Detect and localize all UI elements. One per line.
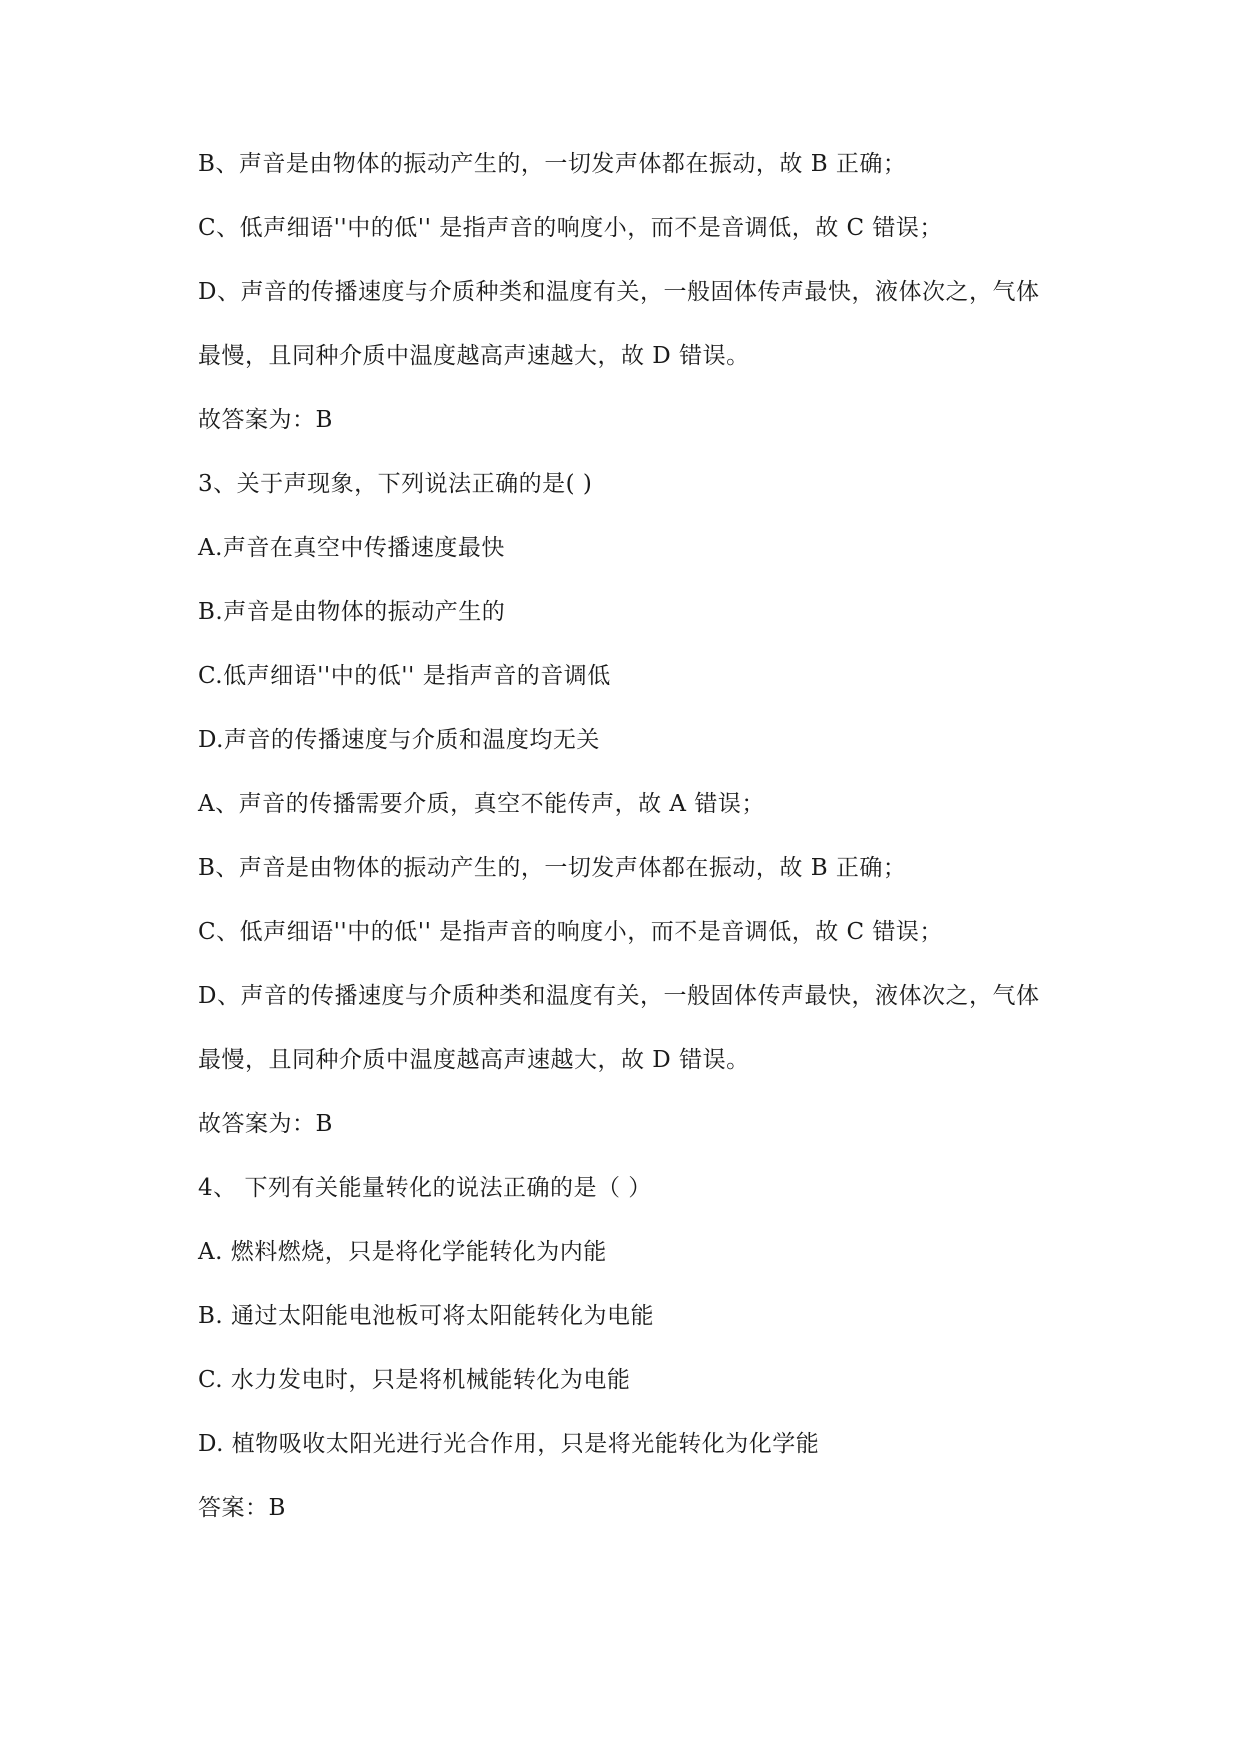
text-line: C、低声细语''中的低'' 是指声音的响度小，而不是音调低，故 C 错误； [198, 919, 943, 945]
option-line: A. 燃料燃烧，只是将化学能转化为内能 [198, 1239, 607, 1265]
option-line: B.声音是由物体的振动产生的 [198, 599, 506, 625]
option-line: A.声音在真空中传播速度最快 [198, 535, 505, 561]
text-line: B、声音是由物体的振动产生的，一切发声体都在振动，故 B 正确； [198, 151, 907, 177]
question-title: 4、 下列有关能量转化的说法正确的是（ ） [198, 1175, 652, 1201]
option-line: C.低声细语''中的低'' 是指声音的音调低 [198, 663, 611, 689]
text-line: 最慢，且同种介质中温度越高声速越大，故 D 错误。 [198, 1047, 750, 1073]
answer-line: 故答案为：B [198, 1111, 333, 1137]
option-line: B. 通过太阳能电池板可将太阳能转化为电能 [198, 1303, 655, 1329]
text-line: B、声音是由物体的振动产生的，一切发声体都在振动，故 B 正确； [198, 855, 907, 881]
option-line: C. 水力发电时，只是将机械能转化为电能 [198, 1367, 631, 1393]
text-line: A、声音的传播需要介质，真空不能传声，故 A 错误； [198, 791, 765, 817]
option-line: D.声音的传播速度与介质和温度均无关 [198, 727, 600, 753]
option-line: D. 植物吸收太阳光进行光合作用，只是将光能转化为化学能 [198, 1431, 820, 1457]
answer-line: 故答案为：B [198, 407, 333, 433]
text-line: D、声音的传播速度与介质种类和温度有关，一般固体传声最快，液体次之，气体 [198, 279, 1040, 305]
text-line: 最慢，且同种介质中温度越高声速越大，故 D 错误。 [198, 343, 750, 369]
text-line: D、声音的传播速度与介质种类和温度有关，一般固体传声最快，液体次之，气体 [198, 983, 1040, 1009]
answer-line: 答案：B [198, 1495, 286, 1521]
text-line: C、低声细语''中的低'' 是指声音的响度小，而不是音调低，故 C 错误； [198, 215, 943, 241]
question-title: 3、关于声现象，下列说法正确的是( ) [198, 471, 593, 497]
